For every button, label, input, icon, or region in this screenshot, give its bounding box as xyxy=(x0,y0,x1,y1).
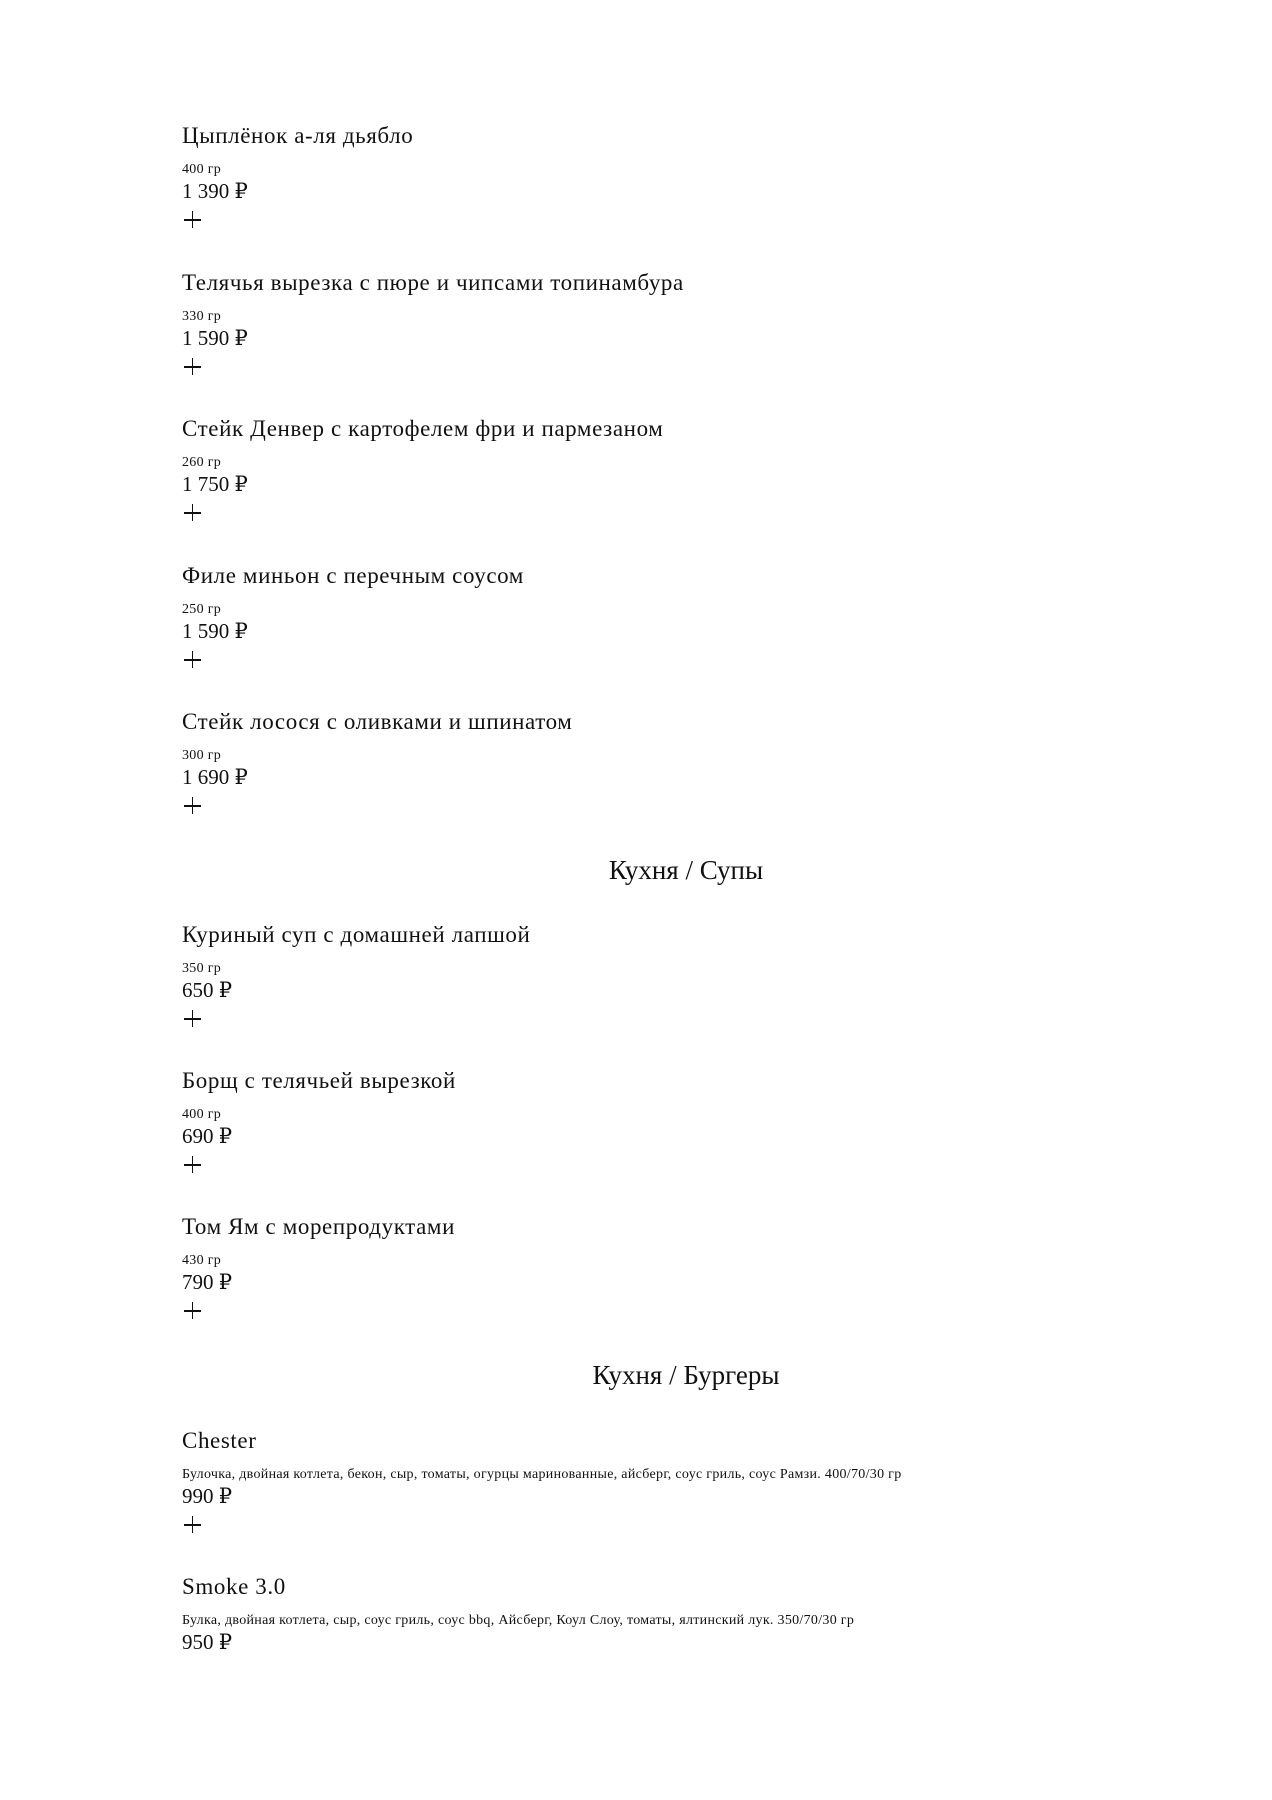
item-price: 690 ₽ xyxy=(182,1124,233,1148)
menu-item xyxy=(182,1066,1122,1148)
section-title-soups: Кухня / Супы xyxy=(608,855,764,885)
menu-item xyxy=(182,920,1122,1002)
item-weight: 300 гр xyxy=(182,748,222,763)
item-name: Стейк лосося с оливками и шпинатом xyxy=(182,709,573,734)
add-to-order-plus-icon[interactable] xyxy=(182,1007,206,1031)
item-weight: 350 гр xyxy=(182,961,222,976)
menu-item xyxy=(182,414,1122,496)
menu-item xyxy=(182,1426,1122,1508)
item-weight: 260 гр xyxy=(182,455,222,470)
item-price: 790 ₽ xyxy=(182,1270,233,1294)
item-price: 1 390 ₽ xyxy=(182,179,248,203)
menu-item xyxy=(182,1572,1122,1654)
add-to-order-plus-icon[interactable] xyxy=(182,794,206,818)
item-price: 1 690 ₽ xyxy=(182,765,248,789)
add-to-order-plus-icon[interactable] xyxy=(182,208,206,232)
item-name: Chester xyxy=(182,1428,257,1453)
item-description: Булка, двойная котлета, сыр, соус гриль, соус bbq, Айсберг, Коул Слоу, томаты, ялтинский лук. 350/70/30 гр xyxy=(182,1613,855,1628)
item-name: Филе миньон с перечным соусом xyxy=(182,563,524,588)
menu-item xyxy=(182,1212,1122,1294)
add-to-order-plus-icon[interactable] xyxy=(182,1153,206,1177)
add-to-order-plus-icon[interactable] xyxy=(182,1299,206,1323)
item-price: 1 750 ₽ xyxy=(182,472,248,496)
menu-item xyxy=(182,561,1122,643)
section-title-burgers: Кухня / Бургеры xyxy=(592,1360,780,1390)
add-to-order-plus-icon[interactable] xyxy=(182,355,206,379)
menu-item xyxy=(182,268,1122,350)
item-weight: 330 гр xyxy=(182,309,222,324)
item-weight: 400 гр xyxy=(182,1107,222,1122)
item-weight: 430 гр xyxy=(182,1253,222,1268)
item-price: 990 ₽ xyxy=(182,1484,233,1508)
item-description: Булочка, двойная котлета, бекон, сыр, томаты, огурцы маринованные, айсберг, соус гриль, соус Рамзи. 400/70/30 гр xyxy=(182,1467,902,1482)
item-name: Цыплёнок а-ля дьябло xyxy=(182,123,414,148)
item-weight: 250 гр xyxy=(182,602,222,617)
item-price: 950 ₽ xyxy=(182,1630,233,1654)
item-price: 650 ₽ xyxy=(182,978,233,1002)
item-name: Борщ с телячьей вырезкой xyxy=(182,1068,456,1093)
menu-item xyxy=(182,121,1122,203)
item-name: Smoke 3.0 xyxy=(182,1574,286,1599)
item-name: Телячья вырезка с пюре и чипсами топинамбура xyxy=(182,270,684,295)
menu-item xyxy=(182,707,1122,789)
item-weight: 400 гр xyxy=(182,162,222,177)
item-name: Стейк Денвер с картофелем фри и пармезаном xyxy=(182,416,664,441)
item-name: Том Ям с морепродуктами xyxy=(182,1214,455,1239)
item-price: 1 590 ₽ xyxy=(182,619,248,643)
add-to-order-plus-icon[interactable] xyxy=(182,648,206,672)
item-name: Куриный суп с домашней лапшой xyxy=(182,922,531,947)
add-to-order-plus-icon[interactable] xyxy=(182,501,206,525)
add-to-order-plus-icon[interactable] xyxy=(182,1513,206,1537)
item-price: 1 590 ₽ xyxy=(182,326,248,350)
